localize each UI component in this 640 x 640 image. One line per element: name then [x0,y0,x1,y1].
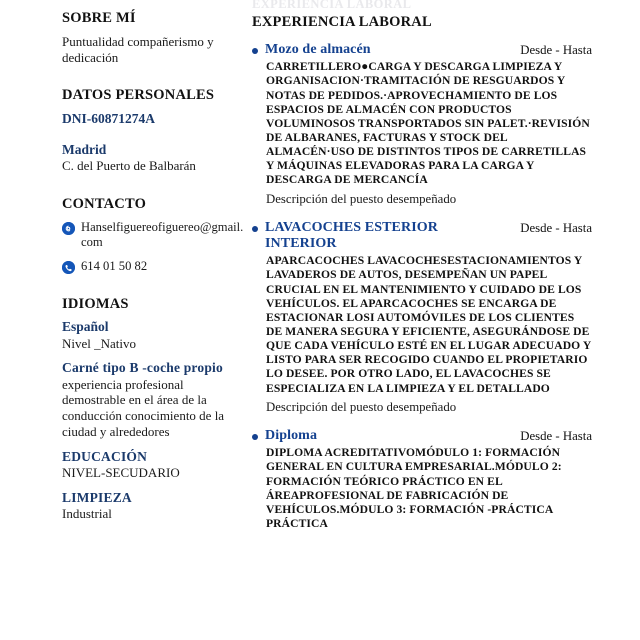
job-dates: Desde - Hasta [520,429,592,444]
phone-icon [62,261,75,274]
cleaning-value: Industrial [62,506,112,522]
language-level: Nivel _Nativo [62,335,137,351]
experience-entry [252,42,592,207]
language-name: Español [62,319,109,335]
job-role: Diploma [265,428,318,444]
contact-email-row[interactable] [62,220,244,250]
contact-email: Hanselfiguereofiguereo@gmail.com [81,219,244,249]
job-description: Descripción del puesto desempeñado [266,399,457,414]
job-header [252,42,592,58]
contact-phone: 614 01 50 82 [81,258,148,273]
job-dates: Desde - Hasta [520,43,592,57]
about-title: SOBRE MÍ [62,10,136,26]
license-title: Carné tipo B -coche propio [62,360,223,376]
cut-off-heading: EXPERIENCIA LABORAL [252,0,412,11]
personal-dni: DNI-60871274A [62,111,155,127]
contact-title: CONTACTO [62,196,147,213]
job-body: DIPLOMA ACREDITATIVOMÓDULO 1: FORMACIÓN GENERAL EN CULTURA EMPRESARIAL.MÓDULO 2: FORMACIÓN TEÓRICO PRÁCTICO EN EL ÁREAPROFESIONAL DE FABRICACIÓN DE VEHÍCULOS.MÓDULO 3: FORMACIÓN -PRÁCTICA PRÁCTICA [266,446,562,530]
contact-phone-row[interactable] [62,259,244,274]
job-header [252,220,592,252]
personal-city: Madrid [62,142,107,158]
experience-title: EXPERIENCIA LABORAL [252,14,432,30]
personal-address: C. del Puerto de Balbarán [62,158,196,174]
job-header [252,428,592,444]
about-text: Puntualidad compañerismo y dedicación [62,33,214,65]
education-title: EDUCACIÓN [62,449,148,465]
job-body: CARRETILLERO●CARGA Y DESCARGA LIMPIEZA Y ORGANISACION·TRAMITACIÓN DE RESGUARDOS Y NOTAS DE PEDIDOS.·APROVECHAMIENTO DE LOS ESPACIOS DE ALMACÉN CON PRODUCTOS VOLUMINOSOS TRANSPORTADOS SIN PALET.·REVISIÓN DE ALBARANES, FACTURAS Y STOCK DEL ALMACÉN·USO DE DISTINTOS TIPOS DE CARRETILLAS Y MÁQUINAS ELEVADORAS PARA LA CARGA Y DESCARGA DE MERCANCÍA [266,60,590,187]
email-icon [62,222,75,235]
sidebar [62,10,244,522]
experience-section [252,14,592,544]
bullet-icon [252,48,258,54]
experience-entry [252,220,592,415]
job-body: APARCACOCHES LAVACOCHESESTACIONAMIENTOS Y LAVADEROS DE AUTOS, DESEMPEÑAN UN PAPEL CRUCIAL EN EL MANTENIMIENTO Y CUIDADO DE LOS VEHÍCULOS. EL APARCACOCHES SE ENCARGA DE ESTACIONAR LOSI AUTOMÓVILES DE LOS CLIENTES DE MANERA SEGURA Y EFICIENTE, ASEGURÁNDOSE DE QUE CADA VEHÍCULO ESTÉ EN EL LUGAR ADECUADO Y LISTO PARA SER RECOGIDO CUANDO EL PROPIETARIO LO DESEE. POR OTRO LADO, EL LAVACOCHES SE ESPECIALIZA EN LA LIMPIEZA Y EL DETALLADO [266,254,591,395]
education-value: NIVEL-SECUDARIO [62,465,180,481]
cleaning-title: LIMPIEZA [62,490,132,506]
languages-title: IDIOMAS [62,295,129,312]
bullet-icon [252,226,258,232]
license-text: experiencia profesional demostrable en el área de la conducción conocimiento de la ciudad y alrededores [62,376,225,440]
job-role: Mozo de almacén [265,42,371,57]
personal-title: DATOS PERSONALES [62,87,215,104]
experience-entry [252,428,592,531]
job-role: LAVACOCHES ESTERIOR INTERIOR [265,219,438,252]
job-dates: Desde - Hasta [520,220,592,235]
job-description: Descripción del puesto desempeñado [266,191,457,206]
bullet-icon [252,434,258,440]
